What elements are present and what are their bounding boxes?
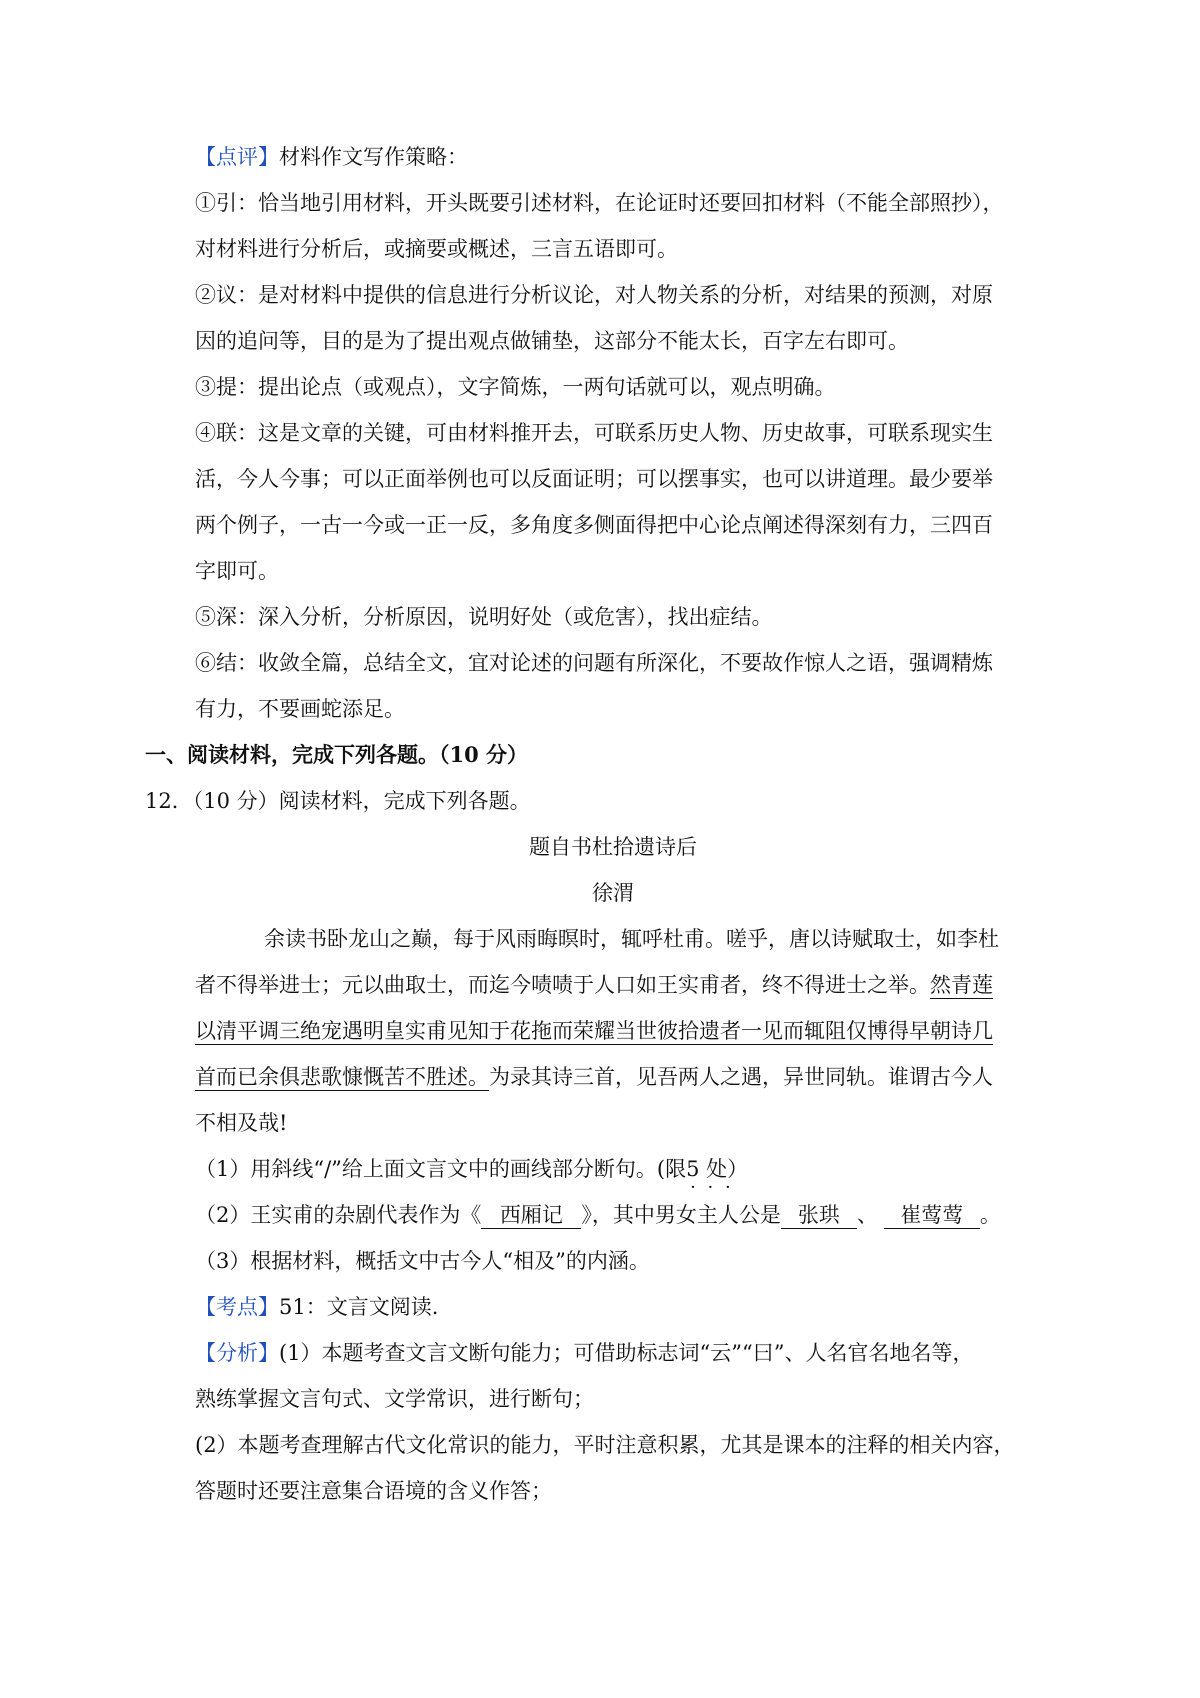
fenxi-line-1 (195, 1338, 974, 1368)
answer-blank-female-lead[interactable]: 崔莺莺 (884, 1202, 980, 1229)
review-line-4: 因的追问等，目的是为了提出观点做铺垫，这部分不能太长，百字左右即可。 (195, 329, 909, 353)
review-line-3: ②议：是对材料中提供的信息进行分析议论，对人物关系的分析，对结果的预测，对原 (195, 283, 993, 307)
question-intro: 12．（10 分）阅读材料，完成下列各题。 (145, 789, 531, 813)
question-3: （3）根据材料，概括文中古今人“相及”的内涵。 (195, 1249, 650, 1273)
passage-underlined-middle: 以清平调三绝宠遇明皇实甫见知于花拖而荣耀当世彼拾遗者一见而辄阻仅博得早朝诗几 (195, 1019, 993, 1043)
passage-line-2 (195, 970, 993, 1000)
review-tag: 【点评】 (195, 145, 279, 169)
review-title: 材料作文写作策略： (279, 145, 468, 169)
review-line-8: 两个例子，一古一今或一正一反，多角度多侧面得把中心论点阐述得深刻有力，三四百 (195, 513, 993, 537)
passage-title: 题自书杜拾遗诗后 (529, 835, 697, 859)
passage-line-2-plain: 者不得举进士；元以曲取士，而迄今啧啧于人口如王实甫者，终不得进士之举。 (195, 973, 930, 997)
kaodian-tag: 【考点】 (195, 1295, 279, 1319)
passage-author: 徐渭 (592, 881, 634, 905)
passage-line-5: 不相及哉! (195, 1111, 288, 1135)
passage-underlined-end: 首而已余俱悲歌慷慨苦不胜述。 (195, 1065, 489, 1089)
answer-blank-male-lead[interactable]: 张珙 (781, 1202, 857, 1229)
kaodian-line (195, 1292, 438, 1322)
passage-line-3 (195, 1016, 993, 1046)
review-line-2: 对材料进行分析后，或摘要或概述，三言五语即可。 (195, 237, 678, 261)
question-2-mid-1: 》，其中男女主人公是 (581, 1203, 781, 1227)
fenxi-line-2: 熟练掌握文言句式、文学常识，进行断句； (195, 1387, 594, 1411)
review-line-1: ①引：恰当地引用材料，开头既要引述材料，在论证时还要回扣材料（不能全部照抄）， (195, 191, 1004, 215)
passage-line-4 (195, 1062, 993, 1092)
passage-underlined-start: 然青莲 (930, 973, 993, 997)
answer-blank-play[interactable]: 西厢记 (481, 1202, 581, 1229)
question-2 (195, 1200, 1001, 1230)
section-heading: 一、阅读材料，完成下列各题。（10 分） (145, 742, 529, 767)
question-1 (195, 1154, 748, 1184)
fenxi-line-4: 答题时还要注意集合语境的含义作答； (195, 1479, 552, 1503)
passage-line-1: 余读书卧龙山之巅，每于风雨晦暝时，辄呼杜甫。嗟乎，唐以诗赋取士，如李杜 (264, 927, 999, 951)
review-line-5: ③提：提出论点（或观点），文字简炼，一两句话就可以，观点明确。 (195, 375, 836, 399)
question-2-suffix: 。 (979, 1203, 1001, 1227)
question-2-mid-2: 、 (856, 1203, 878, 1227)
review-line-9: 字即可。 (195, 559, 279, 583)
fenxi-line-3: (2）本题考查理解古代文化常识的能力，平时注意积累，尤其是课本的注释的相关内容， (195, 1433, 1015, 1457)
review-line-6: ④联：这是文章的关键，可由材料推开去，可联系历史人物、历史故事，可联系现实生 (195, 421, 993, 445)
kaodian-text: 51：文言文阅读. (279, 1295, 439, 1319)
passage-line-4-plain: 为录其诗三首，见吾两人之遇，异世同轨。谁谓古今人 (489, 1065, 993, 1089)
review-line-10: ⑤深：深入分析，分析原因，说明好处（或危害），找出症结。 (195, 605, 773, 629)
question-1-text: （1）用斜线“/”给上面文言文中的画线部分断句。(限 (195, 1157, 687, 1181)
review-header (195, 142, 468, 172)
fenxi-text-1: (1）本题考查文言文断句能力；可借助标志词“云”“曰”、人名官名地名等， (279, 1341, 974, 1365)
question-1-emphasis: 5 处 · · · (686, 1157, 727, 1181)
review-line-11: ⑥结：收敛全篇，总结全文，宜对论述的问题有所深化，不要故作惊人之语，强调精炼 (195, 651, 993, 675)
review-line-7: 活，今人今事；可以正面举例也可以反面证明；可以摆事实，也可以讲道理。最少要举 (195, 467, 993, 491)
question-1-close: ） (727, 1157, 749, 1181)
review-line-12: 有力，不要画蛇添足。 (195, 697, 405, 721)
question-2-prefix: （2）王实甫的杂剧代表作为《 (195, 1203, 482, 1227)
fenxi-tag: 【分析】 (195, 1341, 279, 1365)
